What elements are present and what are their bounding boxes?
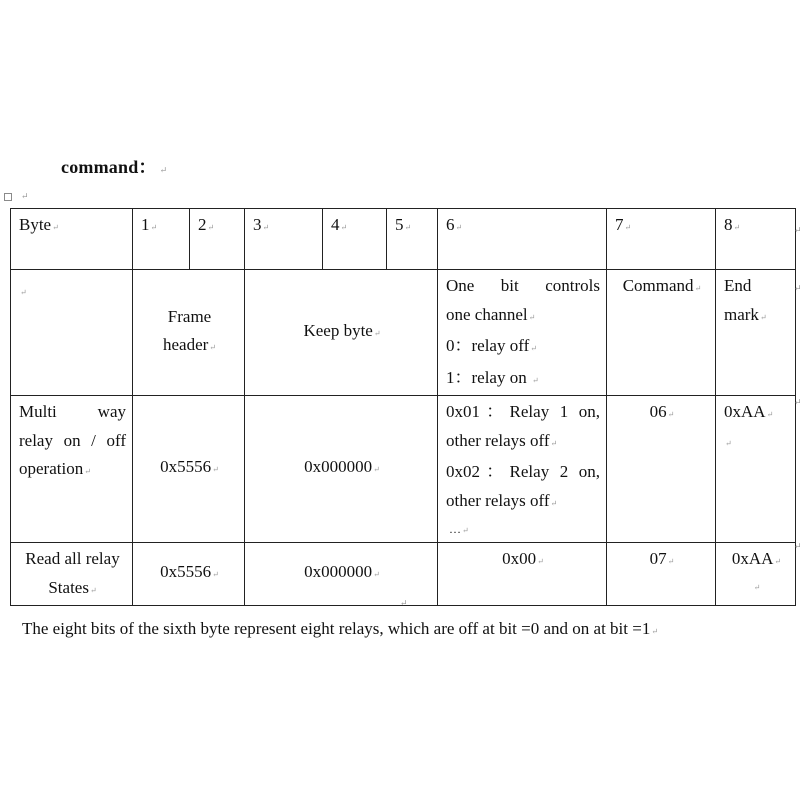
multi-byte6-line: other relays off	[446, 490, 550, 510]
cell-mark-icon: ↵	[89, 585, 97, 595]
cell-mark-icon: ↵	[530, 344, 537, 353]
table-move-handle-icon[interactable]	[4, 193, 12, 201]
multi-end-mark-cell	[716, 396, 796, 543]
row-end-mark-icon: ↵	[794, 283, 802, 293]
paragraph-mark-icon: ↵	[400, 598, 408, 608]
cell-mark-icon: ↵	[373, 328, 381, 338]
cell-mark-icon: ↵	[373, 465, 380, 475]
frame-header-label: Frame header	[162, 306, 212, 354]
read-all-label: Read all relay States	[25, 549, 120, 597]
byte-8-label: 8	[724, 215, 733, 234]
multi-way-label-cell	[11, 396, 133, 543]
cell-mark-icon: ↵	[455, 223, 463, 232]
end-mark-desc-cell	[716, 270, 796, 396]
cell-mark-icon: ↵	[212, 465, 219, 475]
byte6-desc-line: 0：relay off	[446, 336, 530, 355]
end-mark-label: End mark	[724, 276, 759, 324]
keep-byte-label: Keep byte	[303, 320, 373, 340]
byte-8-cell	[716, 209, 796, 270]
cell-mark-icon: ↵	[207, 223, 215, 232]
cell-mark-icon: ↵	[212, 570, 219, 580]
cell-mark-icon: ↵	[209, 343, 216, 352]
cell-mark-icon: ↵	[725, 438, 732, 448]
read-keep-byte-cell	[245, 543, 438, 606]
cell-mark-icon: ↵	[462, 526, 469, 535]
byte-7-label: 7	[615, 215, 624, 234]
cell-mark-icon: ↵	[667, 557, 675, 566]
read-command-value: 07	[649, 549, 667, 568]
multi-keep-byte-cell	[245, 396, 438, 543]
row-end-mark-icon: ↵	[794, 225, 802, 235]
read-byte6-cell	[438, 543, 607, 606]
cell-mark-icon: ↵	[766, 410, 774, 419]
read-all-row	[11, 543, 796, 606]
byte-6-cell	[438, 209, 607, 270]
byte6-desc-cell	[438, 270, 607, 396]
command-table	[10, 208, 796, 606]
row-end-mark-icon: ↵	[794, 541, 802, 551]
multi-way-label: Multi way relay on / off operation	[19, 402, 126, 478]
cell-mark-icon: ↵	[733, 223, 741, 232]
cell-mark-icon: ↵	[20, 288, 27, 297]
cell-mark-icon: ↵	[753, 582, 761, 592]
byte-3-label: 3	[253, 215, 262, 234]
byte-1-label: 1	[141, 215, 150, 234]
multi-command-value: 06	[649, 402, 667, 421]
multi-end-mark-value: 0xAA	[724, 402, 766, 421]
multi-byte6-line: other relays off	[446, 430, 550, 450]
cell-mark-icon: ↵	[759, 312, 767, 322]
command-heading	[61, 153, 167, 179]
byte-1-cell	[133, 209, 190, 270]
byte-5-label: 5	[395, 215, 404, 234]
cell-mark-icon: ↵	[52, 223, 59, 232]
cell-mark-icon: ↵	[340, 223, 348, 232]
byte-7-cell	[607, 209, 716, 270]
byte-label-cell	[11, 209, 133, 270]
cell-mark-icon: ↵	[667, 410, 675, 419]
read-keep-byte-value: 0x000000	[304, 562, 373, 582]
byte-3-cell	[245, 209, 323, 270]
multi-keep-byte-value: 0x000000	[304, 457, 373, 477]
byte-5-cell	[387, 209, 438, 270]
footnote-text: The eight bits of the sixth byte represent eight relays, which are off at bit =0 and on at bit =1	[22, 619, 651, 638]
read-frame-header-cell	[133, 543, 245, 606]
cell-mark-icon: ↵	[550, 438, 558, 448]
read-all-label-cell	[11, 543, 133, 606]
multi-byte6-cell	[438, 396, 607, 543]
keep-byte-desc-cell	[245, 270, 438, 396]
cell-mark-icon: ↵	[537, 557, 544, 566]
cell-mark-icon: ↵	[84, 467, 91, 476]
byte6-desc-line: 1：relay on	[446, 367, 527, 387]
paragraph-mark-icon: ↵	[159, 165, 168, 175]
footnote	[22, 619, 658, 639]
cell-mark-icon: ↵	[404, 223, 412, 232]
command-heading-text: command：	[61, 157, 157, 177]
multi-way-row	[11, 396, 796, 543]
frame-header-desc-cell	[133, 270, 245, 396]
cell-mark-icon: ↵	[624, 223, 632, 232]
paragraph-mark-icon: ↵	[651, 627, 659, 636]
cell-mark-icon: ↵	[373, 570, 380, 580]
byte6-desc-line: One bit controls	[446, 276, 600, 295]
byte-label: Byte	[19, 215, 52, 234]
description-label-cell	[11, 270, 133, 396]
byte-2-label: 2	[198, 215, 207, 234]
byte-4-label: 4	[331, 215, 340, 234]
read-end-mark-cell	[716, 543, 796, 606]
cell-mark-icon: ↵	[262, 223, 270, 232]
description-row	[11, 270, 796, 396]
read-end-mark-value: 0xAA	[731, 549, 774, 568]
read-command-cell	[607, 543, 716, 606]
multi-byte6-line: 0x02：Relay 2 on,	[446, 462, 600, 481]
read-frame-header-value: 0x5556	[160, 562, 212, 582]
cell-mark-icon: ↵	[550, 498, 558, 508]
byte-6-label: 6	[446, 215, 455, 234]
cell-mark-icon: ↵	[694, 284, 702, 293]
read-byte6-value: 0x00	[502, 549, 537, 568]
command-label: Command	[622, 276, 694, 295]
byte-row	[11, 209, 796, 270]
cell-mark-icon: ↵	[528, 312, 536, 322]
multi-byte6-ellipsis: …	[449, 522, 461, 536]
row-end-mark-icon: ↵	[794, 397, 802, 407]
paragraph-mark-icon: ↵	[21, 191, 29, 201]
cell-mark-icon: ↵	[150, 223, 158, 232]
cell-mark-icon: ↵	[774, 557, 782, 566]
cell-mark-icon: ↵	[531, 375, 539, 385]
multi-frame-header-value: 0x5556	[160, 457, 212, 477]
byte-4-cell	[323, 209, 387, 270]
byte-2-cell	[190, 209, 245, 270]
command-desc-cell	[607, 270, 716, 396]
byte6-desc-line: one channel	[446, 304, 528, 324]
multi-command-cell	[607, 396, 716, 543]
multi-frame-header-cell	[133, 396, 245, 543]
multi-byte6-line: 0x01：Relay 1 on,	[446, 402, 600, 421]
